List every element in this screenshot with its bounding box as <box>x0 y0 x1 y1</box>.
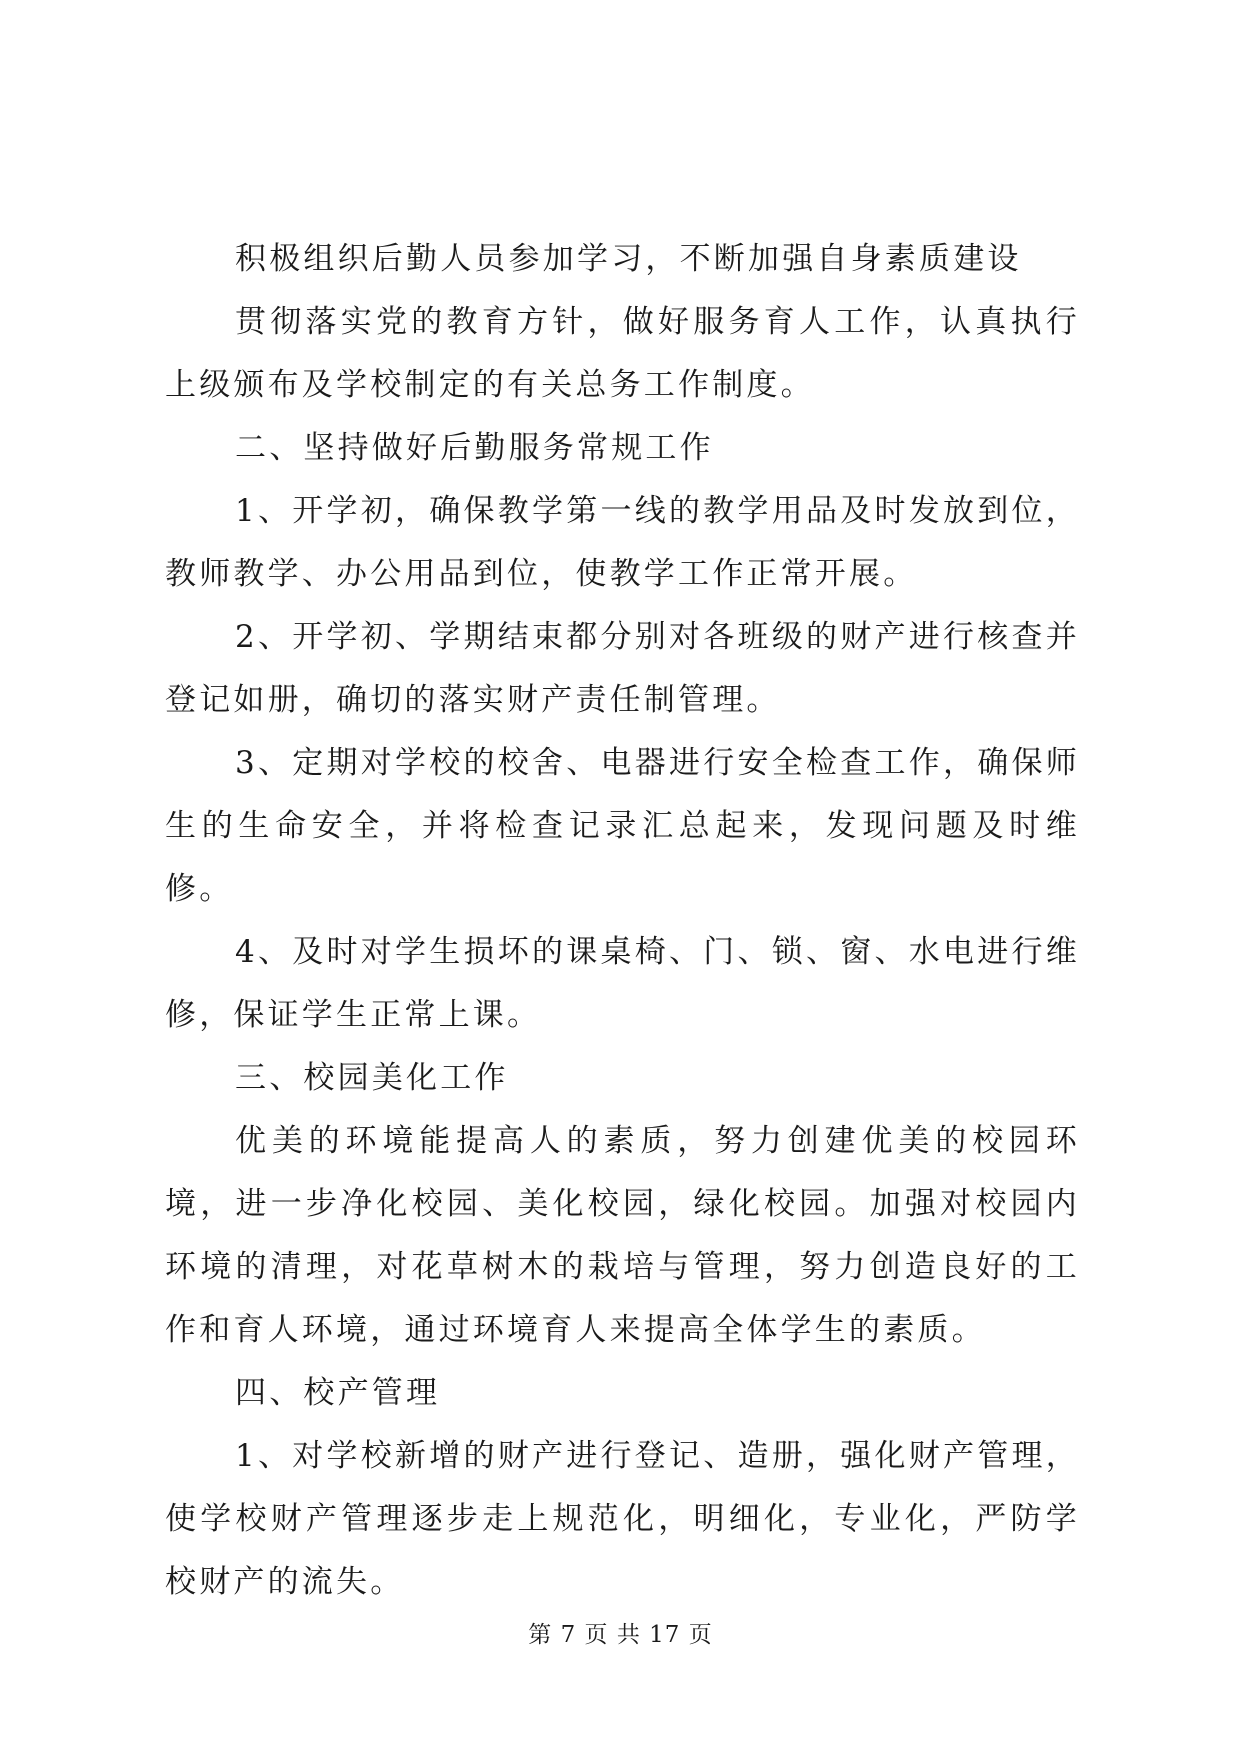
paragraph-item-2: 2、开学初、学期结束都分别对各班级的财产进行核查并登记如册，确切的落实财产责任制管理。 <box>165 619 1080 718</box>
page-number-footer: 第 7 页 共 17 页 <box>528 1622 713 1648</box>
heading-section-2: 二、坚持做好后勤服务常规工作 <box>235 430 714 466</box>
document-body <box>165 228 1080 1614</box>
paragraph-item-3: 3、定期对学校的校舍、电器进行安全检查工作，确保师生的生命安全，并将检查记录汇总起来，发现问题及时维修。 <box>165 745 1080 907</box>
heading-section-3: 三、校园美化工作 <box>235 1060 509 1096</box>
heading-section-4: 四、校产管理 <box>235 1375 441 1411</box>
paragraph-item-1: 1、开学初，确保教学第一线的教学用品及时发放到位，教师教学、办公用品到位，使教学工作正常开展。 <box>165 493 1080 592</box>
paragraph-policy: 贯彻落实党的教育方针，做好服务育人工作，认真执行上级颁布及学校制定的有关总务工作制度。 <box>165 304 1080 403</box>
paragraph-campus-beautification: 优美的环境能提高人的素质，努力创建优美的校园环境，进一步净化校园、美化校园，绿化校园。加强对校园内环境的清理，对花草树木的栽培与管理，努力创造良好的工作和育人环境，通过环境育人来提高全体学生的素质。 <box>165 1123 1080 1348</box>
paragraph-asset-item-1: 1、对学校新增的财产进行登记、造册，强化财产管理，使学校财产管理逐步走上规范化，明细化，专业化，严防学校财产的流失。 <box>165 1438 1080 1600</box>
paragraph-item-4: 4、及时对学生损坏的课桌椅、门、锁、窗、水电进行维修，保证学生正常上课。 <box>165 934 1080 1033</box>
paragraph-study: 积极组织后勤人员参加学习，不断加强自身素质建设 <box>235 241 1022 277</box>
